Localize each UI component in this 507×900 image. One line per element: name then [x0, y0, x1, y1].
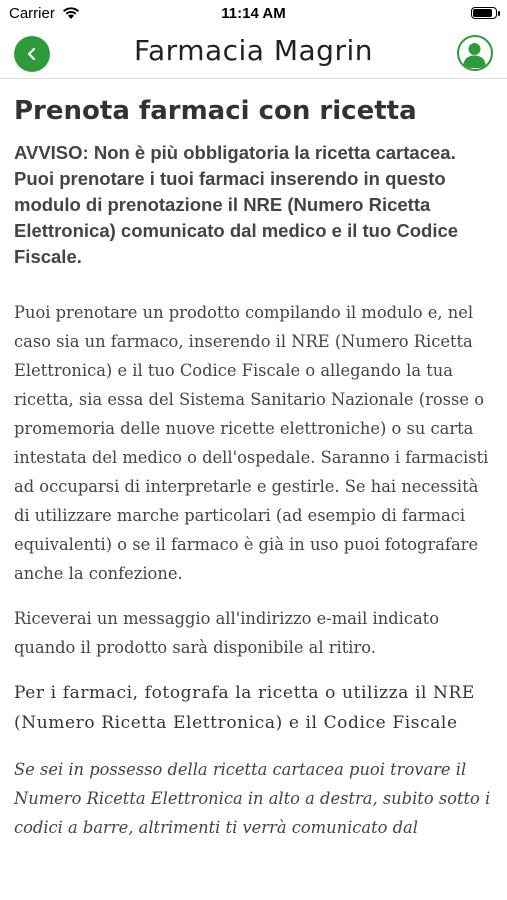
main-content — [14, 88, 497, 858]
app-title: Farmacia Magrin — [133, 34, 373, 67]
description-paragraph: Puoi prenotare un prodotto compilando il modulo e, nel caso sia un farmaco, inserendo il NRE (Numero Ricetta Elettronica) e il tuo Codice Fiscale o allegando la tua ricetta, sia essa del Sistema Sanitario Nazionale (rosse o promemoria delle nuove ricette elettroniche) o su carta intestata del medico o dell'ospedale. Saranno i farmacisti ad occuparsi di interpretarle e gestirle. Se hai necessità di utilizzare marche particolari (ad esempio di farmaci equivalenti) o se il farmaco è già in uso puoi fotografare anche la confezione. — [14, 303, 489, 583]
page-title: Prenota farmaci con ricetta — [14, 96, 417, 126]
status-time: 11:14 AM — [221, 5, 286, 22]
battery-icon — [471, 7, 497, 19]
user-icon — [459, 37, 490, 68]
notice-text: AVVISO: Non è più obbligatoria la ricetta cartacea. Puoi prenotare i tuoi farmaci inserendo in questo modulo di prenotazione il NRE (Numero Ricetta Elettronica) comunicato dal medico e il tuo Codice Fiscale. — [14, 142, 459, 267]
nre-info-paragraph: Se sei in possesso della ricetta cartacea puoi trovare il Numero Ricetta Elettronica in alto a destra, subito sotto i codici a barre, altrimenti ti verrà comunicato dal — [14, 760, 491, 837]
battery-level — [473, 9, 492, 17]
profile-button[interactable] — [457, 35, 493, 71]
status-bar — [0, 0, 507, 28]
navigation-bar — [0, 28, 507, 79]
email-info-paragraph: Riceverai un messaggio all'indirizzo e-mail indicato quando il prodotto sarà disponibile al ritiro. — [14, 609, 439, 657]
section-heading: Per i farmaci, fotografa la ricetta o utilizza il NRE (Numero Ricetta Elettronica) e il Codice Fiscale — [14, 683, 475, 733]
carrier-label: Carrier — [9, 5, 55, 22]
